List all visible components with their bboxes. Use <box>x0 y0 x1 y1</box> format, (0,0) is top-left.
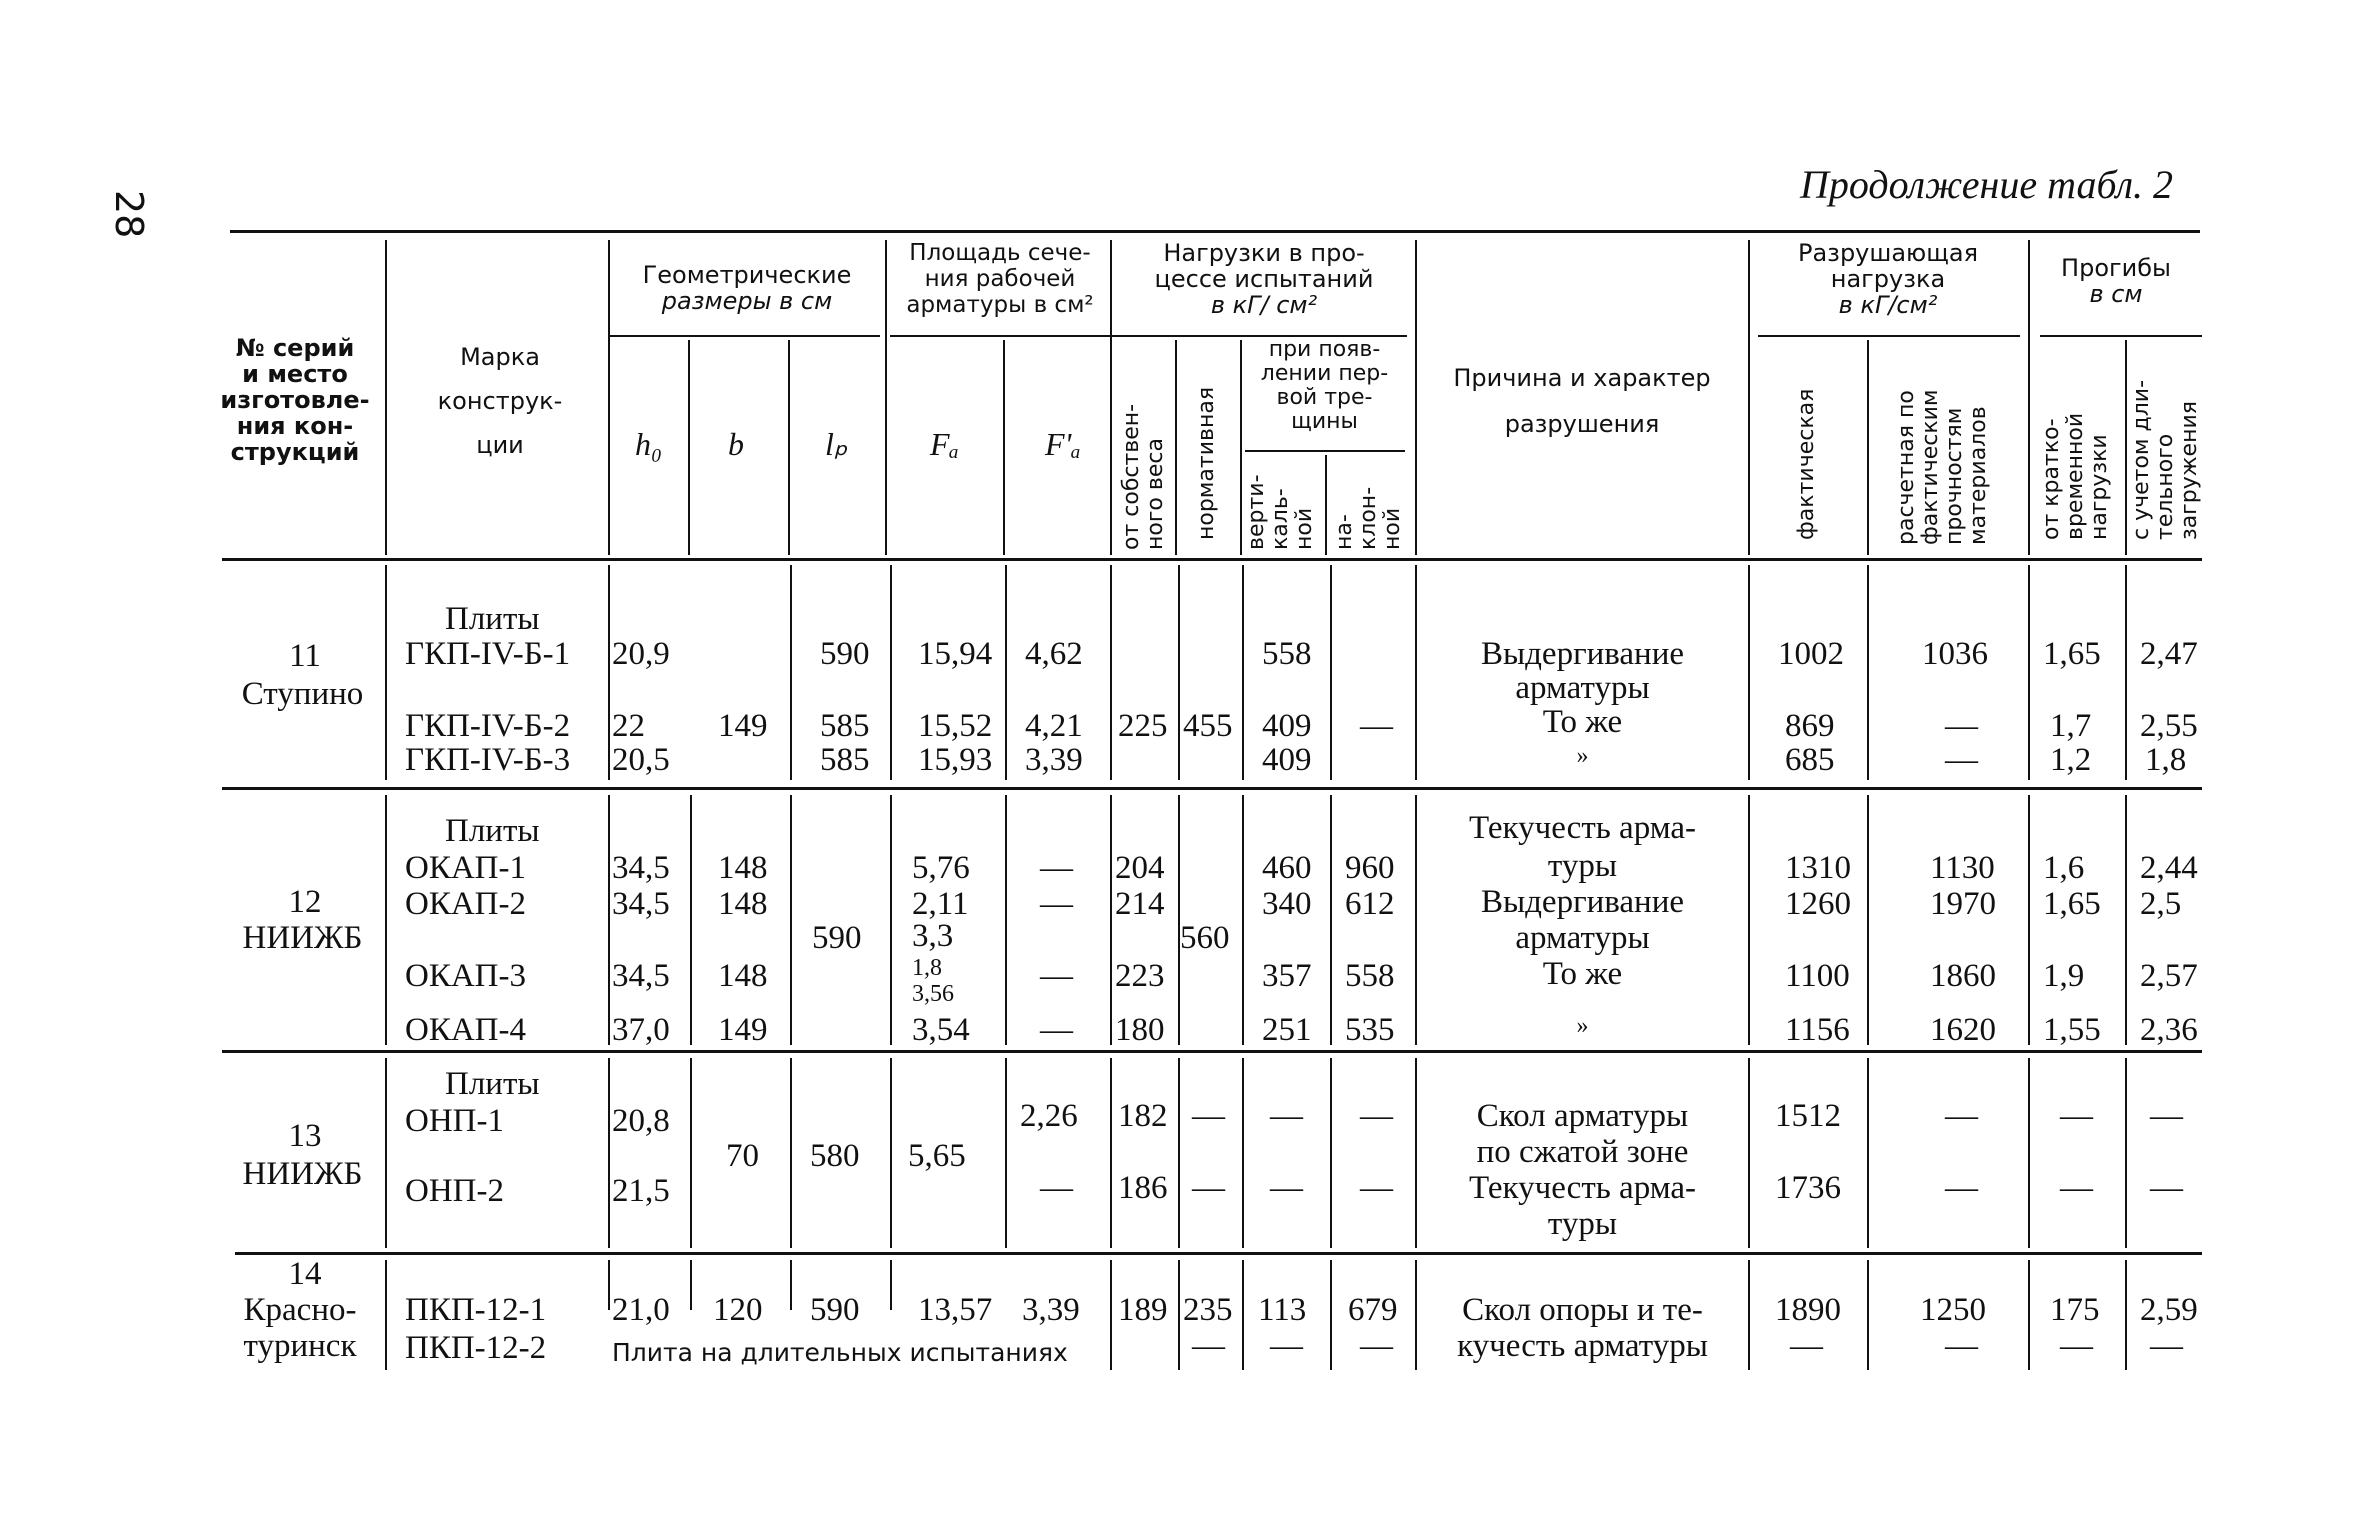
calc: — <box>1945 742 1978 778</box>
Fa: 2,11 <box>912 886 969 922</box>
Fa: 3,3 <box>912 918 954 954</box>
Fa: 15,94 <box>918 636 993 672</box>
b: 120 <box>713 1292 763 1328</box>
short: 175 <box>2050 1292 2100 1328</box>
own: 182 <box>1118 1098 1168 1134</box>
header-vertical: верти- каль- ной <box>1244 474 1317 550</box>
h0: 34,5 <box>612 958 670 994</box>
header-geometry: Геометрические размеры в см <box>642 261 852 315</box>
vertical: 460 <box>1262 850 1312 886</box>
short: 1,55 <box>2043 1012 2101 1048</box>
header-actual: фактическая <box>1794 388 1819 540</box>
Fa2: — <box>1040 886 1073 922</box>
header-h0: h₀ <box>635 426 663 462</box>
h0: 20,8 <box>612 1103 670 1139</box>
inclined: — <box>1360 1098 1393 1134</box>
own: 180 <box>1115 1012 1165 1048</box>
vertical: — <box>1270 1098 1303 1134</box>
own: 214 <box>1115 886 1165 922</box>
header-deflection: Прогибы в см <box>2061 254 2171 308</box>
header-short-term: от кратко- временной нагрузки <box>2039 412 2112 540</box>
h0: 20,9 <box>612 636 670 672</box>
type-label: Плиты <box>445 813 540 849</box>
actual: 1156 <box>1785 1012 1850 1048</box>
series-number: 11 <box>289 638 321 674</box>
cause: арматуры <box>1515 920 1650 956</box>
brand: ГКП-IV-Б-1 <box>405 636 571 672</box>
inclined: 612 <box>1345 886 1395 922</box>
vertical: 558 <box>1262 636 1312 672</box>
lp: 590 <box>812 920 862 956</box>
series-place: НИИЖБ <box>242 920 363 956</box>
h0: 20,5 <box>612 742 670 778</box>
long: 2,59 <box>2140 1292 2198 1328</box>
vertical: 409 <box>1262 708 1312 744</box>
b: 148 <box>718 958 768 994</box>
header-calculated: расчетная по фактическим прочностям материалов <box>1894 389 1991 545</box>
Fa2: 3,39 <box>1025 742 1083 778</box>
actual: 685 <box>1785 742 1835 778</box>
brand: ПКП-12-1 <box>405 1292 547 1328</box>
header-own-weight: от собствен- ного веса <box>1119 403 1168 550</box>
inclined: — <box>1360 1170 1393 1206</box>
vertical: 409 <box>1262 742 1312 778</box>
own: 186 <box>1118 1170 1168 1206</box>
actual: 1890 <box>1775 1292 1841 1328</box>
Fa: 15,93 <box>918 742 993 778</box>
actual: 1512 <box>1775 1098 1841 1134</box>
brand: ОНП-2 <box>405 1173 504 1209</box>
b: 148 <box>718 850 768 886</box>
actual: 1736 <box>1775 1170 1841 1206</box>
h0: 34,5 <box>612 886 670 922</box>
lp: 590 <box>810 1292 860 1328</box>
short: 1,2 <box>2050 742 2092 778</box>
norm: 560 <box>1180 920 1230 956</box>
calc: — <box>1945 708 1978 744</box>
Fa: 1,8 <box>912 955 942 981</box>
vertical: — <box>1270 1328 1303 1364</box>
long-test-note: Плита на длительных испытаниях <box>612 1338 1068 1367</box>
own: 189 <box>1118 1292 1168 1328</box>
header-loads: Нагрузки в про- цессе испытаний в кГ/ см² <box>1154 239 1374 319</box>
Fa2: — <box>1040 1170 1073 1206</box>
b: 70 <box>726 1138 759 1174</box>
header-cause: Причина и характер разрушения <box>1453 364 1711 438</box>
Fa2: 3,39 <box>1022 1292 1080 1328</box>
header-long-term: с учетом дли- тельного загружения <box>2129 379 2202 540</box>
short: — <box>2060 1098 2093 1134</box>
cause: Выдергивание <box>1480 636 1685 672</box>
norm: — <box>1192 1328 1225 1364</box>
short: 1,9 <box>2043 958 2085 994</box>
series-place: Красно- <box>243 1292 357 1328</box>
calc: — <box>1945 1328 1978 1364</box>
long: 1,8 <box>2145 742 2187 778</box>
calc: 1970 <box>1930 886 1996 922</box>
cause: туры <box>1547 1206 1618 1242</box>
header-b: b <box>728 426 744 462</box>
h0: 22 <box>612 708 645 744</box>
cause: арматуры <box>1515 670 1650 706</box>
brand: ОКАП-1 <box>405 850 526 886</box>
Fa: 5,65 <box>908 1138 966 1174</box>
long: — <box>2150 1328 2183 1364</box>
header-lp: lₚ <box>825 426 848 462</box>
own: 204 <box>1115 850 1165 886</box>
cause: Выдергивание <box>1480 884 1685 920</box>
series-place: НИИЖБ <box>242 1156 363 1192</box>
header-Fa: Fₐ <box>930 426 959 462</box>
Fa2: 2,26 <box>1020 1098 1078 1134</box>
header-Fa-prime: F'ₐ <box>1045 426 1081 462</box>
cause: Текучесть арма- <box>1469 1170 1696 1206</box>
calc: 1620 <box>1930 1012 1996 1048</box>
page-number: 28 <box>107 190 151 239</box>
lp: 580 <box>810 1138 860 1174</box>
brand: ГКП-IV-Б-2 <box>405 708 571 744</box>
type-label: Плиты <box>445 601 540 637</box>
cause: туры <box>1547 848 1618 884</box>
calc: — <box>1945 1170 1978 1206</box>
long: 2,57 <box>2140 958 2198 994</box>
short: 1,65 <box>2043 886 2101 922</box>
short: — <box>2060 1328 2093 1364</box>
cause: Скол опоры и те- <box>1462 1292 1703 1328</box>
lp: 590 <box>820 636 870 672</box>
cause: по сжатой зоне <box>1476 1134 1689 1170</box>
calc: 1860 <box>1930 958 1996 994</box>
calc: 1130 <box>1930 850 1995 886</box>
Fa: 5,76 <box>912 850 970 886</box>
cause: » <box>1576 1013 1589 1039</box>
series-number: 12 <box>288 884 322 920</box>
Fa2: — <box>1040 850 1073 886</box>
series-number: 14 <box>288 1256 322 1292</box>
Fa2: 4,21 <box>1025 708 1083 744</box>
vertical: — <box>1270 1170 1303 1206</box>
Fa: 3,54 <box>912 1012 970 1048</box>
long: — <box>2150 1098 2183 1134</box>
h0: 34,5 <box>612 850 670 886</box>
actual: 1310 <box>1785 850 1851 886</box>
series-number: 13 <box>288 1118 322 1154</box>
own: 225 <box>1118 708 1168 744</box>
norm: — <box>1192 1170 1225 1206</box>
brand: ОКАП-2 <box>405 886 526 922</box>
brand: ОКАП-3 <box>405 958 526 994</box>
type-label: Плиты <box>445 1066 540 1102</box>
Fa2: — <box>1040 958 1073 994</box>
Fa2: — <box>1040 1012 1073 1048</box>
calc: — <box>1945 1098 1978 1134</box>
vertical: 340 <box>1262 886 1312 922</box>
header-failure: Разрушающая нагрузка в кГ/см² <box>1798 239 1978 319</box>
continuation-title: Продолжение табл. 2 <box>1800 162 2174 207</box>
b: 149 <box>718 1012 768 1048</box>
brand: ПКП-12-2 <box>405 1330 547 1366</box>
actual: 1100 <box>1785 958 1850 994</box>
actual: 1260 <box>1785 886 1851 922</box>
Fa: 15,52 <box>918 708 993 744</box>
header-inclined: на- клон- ной <box>1332 486 1405 550</box>
inclined: 535 <box>1345 1012 1395 1048</box>
actual: — <box>1790 1328 1823 1364</box>
long: 2,47 <box>2140 636 2198 672</box>
norm: — <box>1192 1098 1225 1134</box>
b: 148 <box>718 886 768 922</box>
cause: Текучесть арма- <box>1469 810 1696 846</box>
header-normative: нормативная <box>1194 386 1219 540</box>
short: — <box>2060 1170 2093 1206</box>
lp: 585 <box>820 708 870 744</box>
vertical: 251 <box>1262 1012 1312 1048</box>
short: 1,65 <box>2043 636 2101 672</box>
short: 1,7 <box>2050 708 2092 744</box>
calc: 1250 <box>1920 1292 1986 1328</box>
series-place: Ступино <box>241 676 364 712</box>
h0: 21,0 <box>612 1292 670 1328</box>
actual: 869 <box>1785 708 1835 744</box>
cause: То же <box>1542 704 1623 740</box>
brand: ГКП-IV-Б-3 <box>405 742 571 778</box>
norm: 455 <box>1183 708 1233 744</box>
header-first-crack: при появ- лении пер- вой тре- щины <box>1260 337 1389 434</box>
brand: ОКАП-4 <box>405 1012 526 1048</box>
own: 223 <box>1115 958 1165 994</box>
b: 149 <box>718 708 768 744</box>
cause: кучесть арматуры <box>1457 1328 1708 1364</box>
long: 2,36 <box>2140 1012 2198 1048</box>
inclined: 960 <box>1345 850 1395 886</box>
header-brand: Марка конструк- ции <box>437 343 563 459</box>
inclined: 679 <box>1348 1292 1398 1328</box>
Fa: 13,57 <box>918 1292 993 1328</box>
inclined: — <box>1360 1328 1393 1364</box>
actual: 1002 <box>1778 636 1844 672</box>
series-place-2: туринск <box>243 1328 357 1364</box>
cause: Скол арматуры <box>1476 1098 1689 1134</box>
vertical: 113 <box>1258 1292 1307 1328</box>
Fa: 3,56 <box>912 981 954 1007</box>
short: 1,6 <box>2043 850 2085 886</box>
inclined: 558 <box>1345 958 1395 994</box>
vertical: 357 <box>1262 958 1312 994</box>
h0: 37,0 <box>612 1012 670 1048</box>
brand: ОНП-1 <box>405 1103 504 1139</box>
cause: » <box>1576 743 1589 769</box>
long: — <box>2150 1170 2183 1206</box>
h0: 21,5 <box>612 1173 670 1209</box>
lp: 585 <box>820 742 870 778</box>
long: 2,44 <box>2140 850 2198 886</box>
Fa2: 4,62 <box>1025 636 1083 672</box>
header-series: № серий и место изготовле- ния кон- струкций <box>220 334 370 466</box>
calc: 1036 <box>1922 636 1988 672</box>
long: 2,5 <box>2140 886 2182 922</box>
long: 2,55 <box>2140 708 2198 744</box>
norm: 235 <box>1183 1292 1233 1328</box>
inclined: — <box>1360 708 1393 744</box>
header-area: Площадь сече- ния рабочей арматуры в см² <box>906 240 1094 318</box>
cause: То же <box>1542 956 1623 992</box>
